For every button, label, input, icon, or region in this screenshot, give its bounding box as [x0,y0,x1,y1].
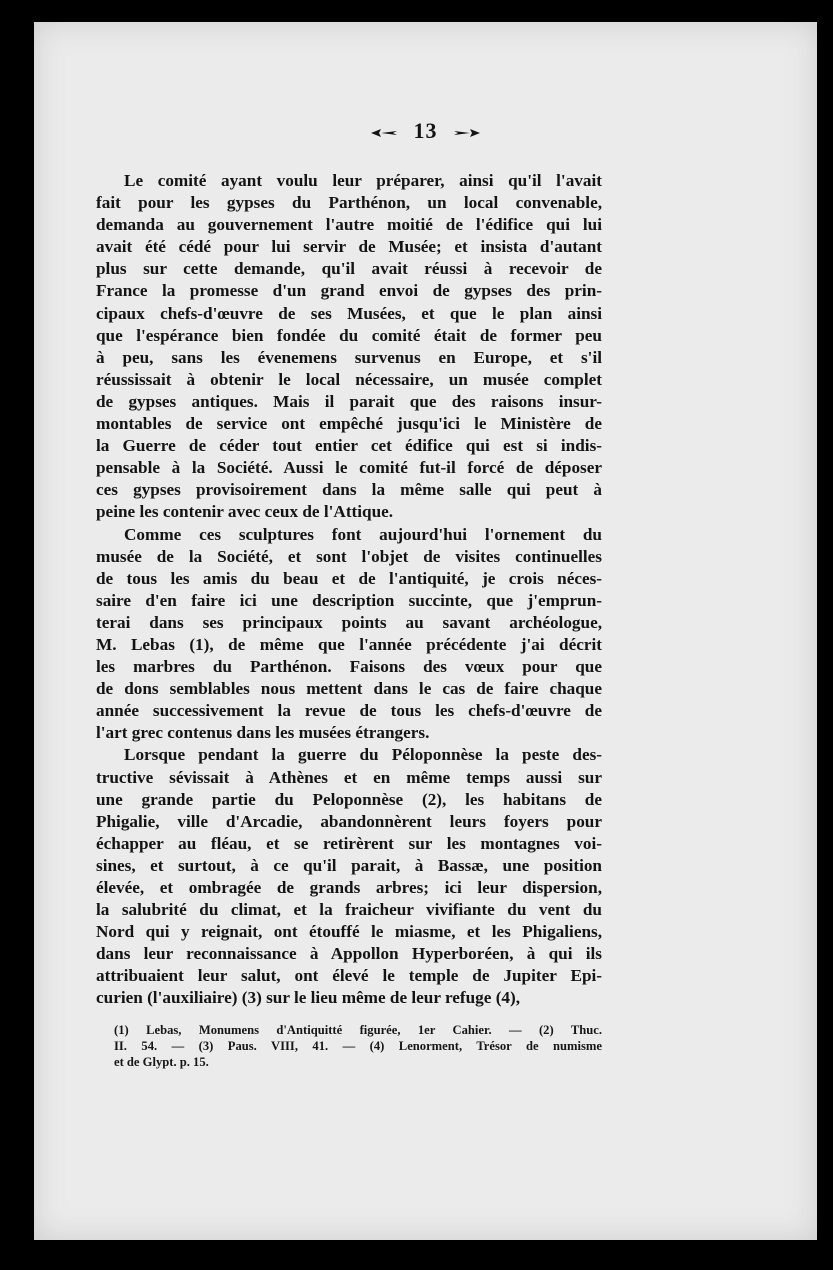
body-line: la Guerre de céder tout entier cet édifice qui est si indis- [96,436,602,456]
body-line: année successivement la revue de tous les chefs-d'œuvre de [96,701,602,721]
body-line: plus sur cette demande, qu'il avait réussi à recevoir de [96,259,602,279]
body-line: la salubrité du climat, et la fraicheur vivifiante du vent du [96,900,602,920]
body-text [96,170,602,1010]
body-line: fait pour les gypses du Parthénon, un local convenable, [96,193,602,213]
body-line: échapper au fléau, et se retirèrent sur les montagnes voi- [96,833,602,853]
body-line: terai dans ses principaux points au savant archéologue, [96,612,602,632]
body-line: sines, et surtout, à ce qu'il parait, à Bassæ, une position [96,855,602,875]
body-line: réussissait à obtenir le local nécessaire, un musée complet [96,369,602,389]
body-line: curien (l'auxiliaire) (3) sur le lieu même de leur refuge (4), [96,988,521,1008]
body-line: Nord qui y reignait, ont étouffé le miasme, et les Phigaliens, [96,922,602,942]
body-line: les marbres du Parthénon. Faisons des vœux pour que [96,657,602,677]
body-line: M. Lebas (1), de même que l'année précédente j'ai décrit [96,634,602,654]
footnote-line: (1) Lebas, Monumens d'Antiquitté figurée, 1er Cahier. — (2) Thuc. [114,1023,602,1037]
body-line: France la promesse d'un grand envoi de gypses des prin- [96,281,602,301]
body-line: peine les contenir avec ceux de l'Attique. [96,502,394,522]
body-line: Le comité ayant voulu leur préparer, ainsi qu'il l'avait [124,171,602,190]
body-line: de dons semblables nous mettent dans le cas de faire chaque [96,679,602,699]
body-line: demanda au gouvernement l'autre moitié de l'édifice qui lui [96,215,602,235]
body-line: à peu, sans les évenemens survenus en Europe, et s'il [96,347,602,367]
footnote-line: II. 54. — (3) Paus. VIII, 41. — (4) Lenorment, Trésor de numisme [114,1039,602,1054]
body-line: que l'espérance bien fondée du comité était de former peu [96,325,602,345]
page-header [34,118,817,144]
body-line: dans leur reconnaissance à Appollon Hyperboréen, à qui ils [96,944,602,964]
page-sheet [34,22,817,1240]
footnotes [114,1022,602,1071]
body-line: Phigalie, ville d'Arcadie, abandonnèrent leurs foyers pour [96,811,602,831]
body-line: ces gypses provisoirement dans la même salle qui peut à [96,480,602,500]
page-number: 13 [413,118,438,143]
body-line: Lorsque pendant la guerre du Péloponnèse la peste des- [124,745,602,765]
body-line: avait été cédé pour lui servir de Musée; et insista d'autant [96,237,602,257]
body-line: musée de la Société, et sont l'objet de visites continuelles [96,546,602,566]
body-line: l'art grec contenus dans les musées étrangers. [96,723,430,743]
body-line: de tous les amis du beau et de l'antiquité, je crois néces- [96,568,602,588]
body-line: pensable à la Société. Aussi le comité fut-il forcé de déposer [96,458,602,478]
left-fleuron-icon [369,128,399,138]
body-line: saire d'en faire ici une description succinte, que j'emprun- [96,590,602,610]
body-line: cipaux chefs-d'œuvre de ses Musées, et que le plan ainsi [96,303,602,323]
body-line: montables de service ont empêché jusqu'ici le Ministère de [96,414,602,434]
body-line: Comme ces sculptures font aujourd'hui l'ornement du [124,524,602,544]
body-line: attribuaient leur salut, ont élevé le temple de Jupiter Epi- [96,966,602,986]
right-fleuron-icon [452,128,482,138]
body-line: tructive sévissait à Athènes et en même temps aussi sur [96,767,602,787]
body-line: de gypses antiques. Mais il parait que des raisons insur- [96,391,602,411]
body-line: une grande partie du Peloponnèse (2), les habitans de [96,789,602,809]
body-line: élevée, et ombragée de grands arbres; ici leur dispersion, [96,878,602,897]
footnote-line: et de Glypt. p. 15. [114,1055,209,1070]
